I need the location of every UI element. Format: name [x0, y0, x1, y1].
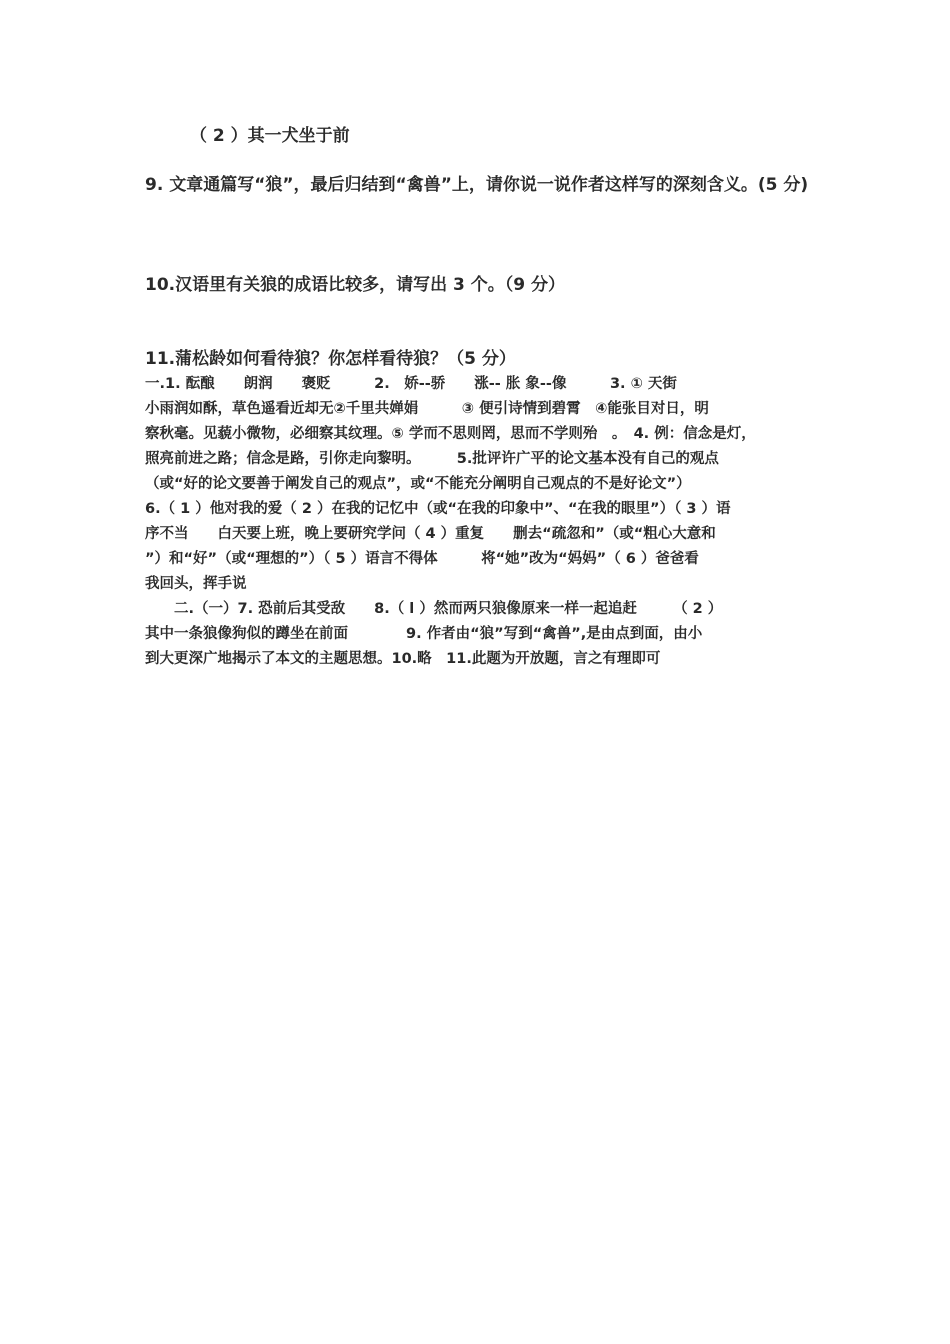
answer-line: 小雨润如酥，草色遥看近却无②千里共婵娟 ③ 便引诗情到碧霄 ④能张目对日，明 [145, 401, 709, 417]
answer-line: 察秋毫。见藐小微物，必细察其纹理。⑤ 学而不思则罔，思而不学则殆 。 4. 例：信念是灯， [145, 426, 756, 442]
answer-line: 照亮前进之路；信念是路，引你走向黎明。 5.批评许广平的论文基本没有自己的观点 [145, 451, 719, 467]
answer-line: ”）和“好”（或“理想的”）（ 5 ）语言不得体 将“她”改为“妈妈”（ 6 ）爸爸看 [145, 551, 699, 567]
answer-line: 二.（一）7. 恐前后其受敌 8.（ l ）然而两只狼像原来一样一起追赶 （ 2 ） [145, 601, 723, 617]
answer-line: 到大更深广地揭示了本文的主题思想。10.略 11.此题为开放题，言之有理即可 [145, 651, 661, 667]
answer-line: 序不当 白天要上班，晚上要研究学问（ 4 ）重复 删去“疏忽和”（或“粗心大意和 [145, 526, 716, 542]
answer-line: 其中一条狼像狗似的蹲坐在前面 9. 作者由“狼”写到“禽兽”,是由点到面，由小 [145, 626, 703, 642]
question-8-part-2: （ 2 ）其一犬坐于前 [190, 126, 350, 146]
answer-line: 一.1. 酝酿 朗润 褒贬 2. 娇--骄 涨-- 胀 象--像 3. ① 天街 [145, 376, 677, 392]
answer-line: 6.（ 1 ）他对我的爱（ 2 ）在我的记忆中（或“在我的印象中”、“在我的眼里”）（ 3 ）语 [145, 501, 731, 517]
question-10: 10.汉语里有关狼的成语比较多，请写出 3 个。（9 分） [145, 275, 566, 295]
answer-key [145, 372, 813, 672]
answer-line: 我回头，挥手说 [145, 576, 247, 592]
question-11: 11.蒲松龄如何看待狼？你怎样看待狼？（5 分） [145, 349, 516, 369]
question-9: 9. 文章通篇写“狼”，最后归结到“禽兽”上，请你说一说作者这样写的深刻含义。(5 分) [145, 175, 809, 195]
answer-line: （或“好的论文要善于阐发自己的观点”，或“不能充分阐明自己观点的不是好论文”） [145, 476, 691, 492]
